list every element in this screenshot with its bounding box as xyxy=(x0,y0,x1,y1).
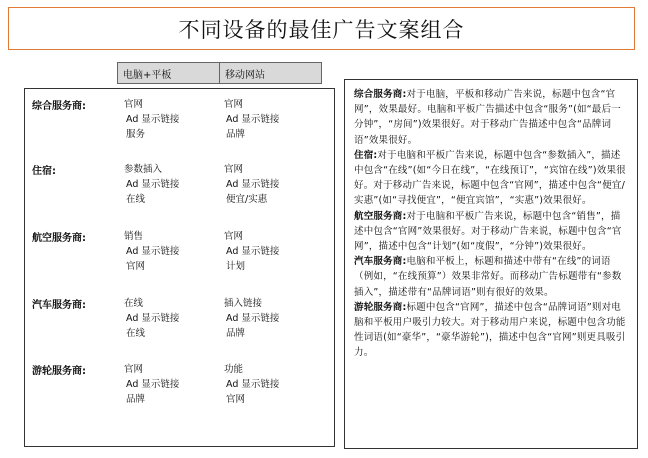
desktop-cell xyxy=(124,162,179,207)
mobile-line: 品牌 xyxy=(226,328,246,339)
row-category: 综合服务商: xyxy=(32,101,86,112)
description-paragraph xyxy=(354,209,629,255)
row-category: 汽车服务商: xyxy=(32,300,86,311)
desktop-line: 在线 xyxy=(126,194,146,205)
desktop-line: 销售 xyxy=(124,231,144,242)
mobile-line: Ad 显示链接 xyxy=(226,379,280,390)
description-paragraph xyxy=(354,148,629,209)
desktop-line: 在线 xyxy=(124,298,144,309)
mobile-cell xyxy=(224,362,279,407)
row-category: 住宿: xyxy=(32,166,56,177)
mobile-line: 插入链接 xyxy=(224,298,263,309)
desktop-line: 官网 xyxy=(124,364,144,375)
ad-combo-table xyxy=(24,88,335,447)
desktop-line: 服务 xyxy=(126,129,146,140)
desktop-line: 参数插入 xyxy=(124,164,163,175)
mobile-line: 官网 xyxy=(224,164,244,175)
description-label: 汽车服务商: xyxy=(354,256,407,268)
mobile-line: Ad 显示链接 xyxy=(226,114,280,125)
mobile-cell xyxy=(224,229,279,274)
description-text: 对于电脑，平板和移动广告来说，标题中包含“官网”，效果最好。电脑和平板广告描述中包含“服务”(如“最后一分钟”，“房间”)效果很好。对于移动广告描述中包含“品牌词语”效果很好。 xyxy=(354,89,621,146)
desktop-line: Ad 显示链接 xyxy=(126,379,180,390)
description-text: 电脑和平板上，标题和描述中带有“在线”的词语（例如，“在线预算”）效果非常好。而移动广告标题带有“参数插入”，描述带有“品牌词语”则有很好的效果。 xyxy=(354,256,622,298)
description-label: 综合服务商: xyxy=(354,89,407,100)
desktop-cell xyxy=(124,229,179,274)
row-category: 游轮服务商: xyxy=(32,366,86,377)
mobile-line: 品牌 xyxy=(226,129,246,140)
mobile-line: 官网 xyxy=(226,394,246,405)
description-panel xyxy=(344,79,638,449)
desktop-line: 官网 xyxy=(124,99,144,110)
mobile-line: 功能 xyxy=(224,364,244,375)
description-paragraph xyxy=(354,254,629,300)
description-label: 航空服务商: xyxy=(354,210,407,222)
desktop-cell xyxy=(124,362,179,407)
mobile-line: Ad 显示链接 xyxy=(226,313,280,324)
description-label: 游轮服务商: xyxy=(354,301,407,313)
header-desktop: 电脑+平板 xyxy=(117,62,220,84)
desktop-line: 官网 xyxy=(126,261,146,272)
row-category: 航空服务商: xyxy=(32,233,86,244)
page-title: 不同设备的最佳广告文案组合 xyxy=(8,7,635,50)
mobile-line: Ad 显示链接 xyxy=(226,179,280,190)
mobile-line: Ad 显示链接 xyxy=(226,246,280,257)
mobile-cell xyxy=(224,296,279,341)
desktop-line: Ad 显示链接 xyxy=(126,313,180,324)
desktop-line: 品牌 xyxy=(126,394,146,405)
description-paragraph xyxy=(354,87,629,148)
desktop-cell xyxy=(124,97,179,142)
mobile-line: 计划 xyxy=(226,261,246,272)
header-mobile: 移动网站 xyxy=(220,62,322,84)
column-headers xyxy=(117,62,322,84)
description-text: 对于电脑和平板广告来说，标题中包含“参数插入”，描述中包含“在线”(如“今日在线”，“在线预订”，“宾馆在线”)效果很好。对于移动广告来说，标题中包含“官网”，描述中包含“便宜/实惠”(如“寻找便宜”，“便宜宾馆”，“实惠”)效果很好。 xyxy=(354,149,626,207)
desktop-line: 在线 xyxy=(126,328,146,339)
desktop-line: Ad 显示链接 xyxy=(126,114,180,125)
description-text: 对于电脑和平板广告来说，标题中包含“销售”，描述中包含“官网”效果很好。对于移动广告来说，标题中包含“官网”，描述中包含“计划”(如“度假”，“分钟”)效果很好。 xyxy=(354,210,622,253)
mobile-cell xyxy=(224,97,279,142)
description-label: 住宿: xyxy=(354,149,378,161)
desktop-line: Ad 显示链接 xyxy=(126,179,180,190)
desktop-cell xyxy=(124,296,179,341)
description-paragraph xyxy=(354,300,629,361)
mobile-cell xyxy=(224,162,279,207)
description-text: 标题中包含“官网”，描述中包含“品牌词语”则对电脑和平板用户吸引力较大。对于移动用户来说，标题中包含功能性词语(如“豪华”，“豪华游轮”)，描述中包含“官网”则更具吸引力。 xyxy=(354,301,626,359)
mobile-line: 官网 xyxy=(224,99,244,110)
mobile-line: 官网 xyxy=(224,231,244,242)
desktop-line: Ad 显示链接 xyxy=(126,246,180,257)
mobile-line: 便宜/实惠 xyxy=(226,194,268,205)
